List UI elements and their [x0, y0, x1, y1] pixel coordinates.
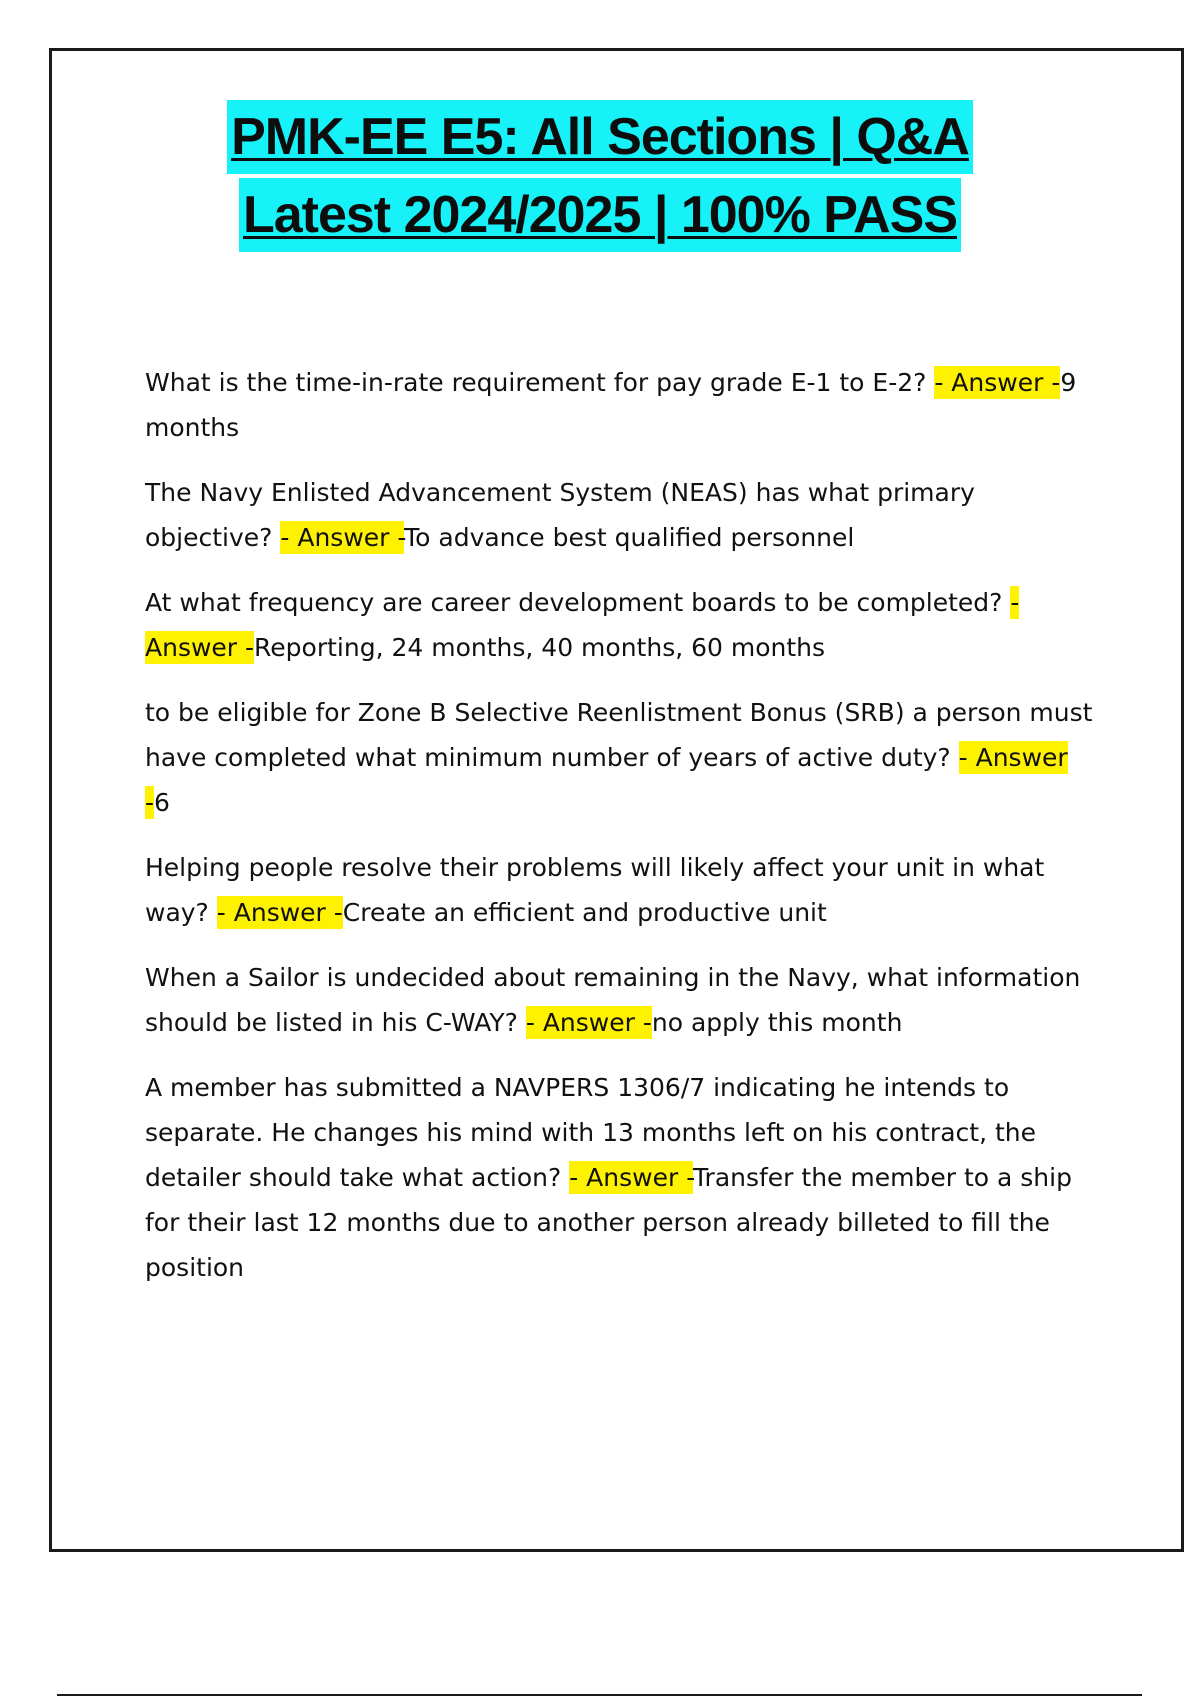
answer-marker: - Answer - — [216, 898, 343, 927]
qa-item — [145, 845, 1095, 935]
question-text: What is the time-in-rate requirement for pay grade E-1 to E-2? — [145, 368, 935, 397]
answer-text: To advance best qualified personnel — [404, 523, 855, 552]
title-line-1: PMK-EE E5: All Sections | Q&A — [227, 100, 973, 174]
qa-item — [145, 955, 1095, 1045]
title-line-2: Latest 2024/2025 | 100% PASS — [239, 178, 961, 252]
answer-text: 9 months — [145, 368, 1077, 442]
answer-text: Transfer the member to a ship for their last 12 months due to another person already billeted to fill the position — [145, 1163, 1072, 1282]
question-text: The Navy Enlisted Advancement System (NEAS) has what primary objective? — [145, 478, 975, 552]
answer-marker: - Answer - — [934, 368, 1061, 397]
question-text: A member has submitted a NAVPERS 1306/7 indicating he intends to separate. He changes his mind with 13 months left on his contract, the detailer should take what action? — [145, 1073, 1036, 1192]
qa-item — [145, 1065, 1095, 1290]
question-text: At what frequency are career development boards to be completed? — [145, 588, 1011, 617]
answer-text: Create an efficient and productive unit — [342, 898, 827, 927]
answer-text: Reporting, 24 months, 40 months, 60 months — [254, 633, 826, 662]
qa-item — [145, 470, 1095, 560]
question-text: Helping people resolve their problems will likely affect your unit in what way? — [145, 853, 1045, 927]
question-text: When a Sailor is undecided about remaining in the Navy, what information should be listed in his C-WAY? — [145, 963, 1081, 1037]
qa-list — [145, 360, 1095, 1310]
qa-item — [145, 690, 1095, 825]
qa-item — [145, 360, 1095, 450]
qa-item — [145, 580, 1095, 670]
answer-marker: - Answer - — [525, 1008, 652, 1037]
answer-marker: - Answer - — [145, 743, 1068, 817]
answer-text: no apply this month — [651, 1008, 903, 1037]
bottom-rule — [57, 1694, 1142, 1696]
answer-text: 6 — [154, 788, 170, 817]
answer-marker: - Answer - — [280, 523, 405, 552]
question-text: to be eligible for Zone B Selective Reenlistment Bonus (SRB) a person must have completed what minimum number of years of active duty? — [145, 698, 1093, 772]
answer-marker: - Answer - — [569, 1163, 693, 1192]
document-title — [0, 98, 1200, 254]
answer-marker: - Answer - — [145, 588, 1020, 662]
